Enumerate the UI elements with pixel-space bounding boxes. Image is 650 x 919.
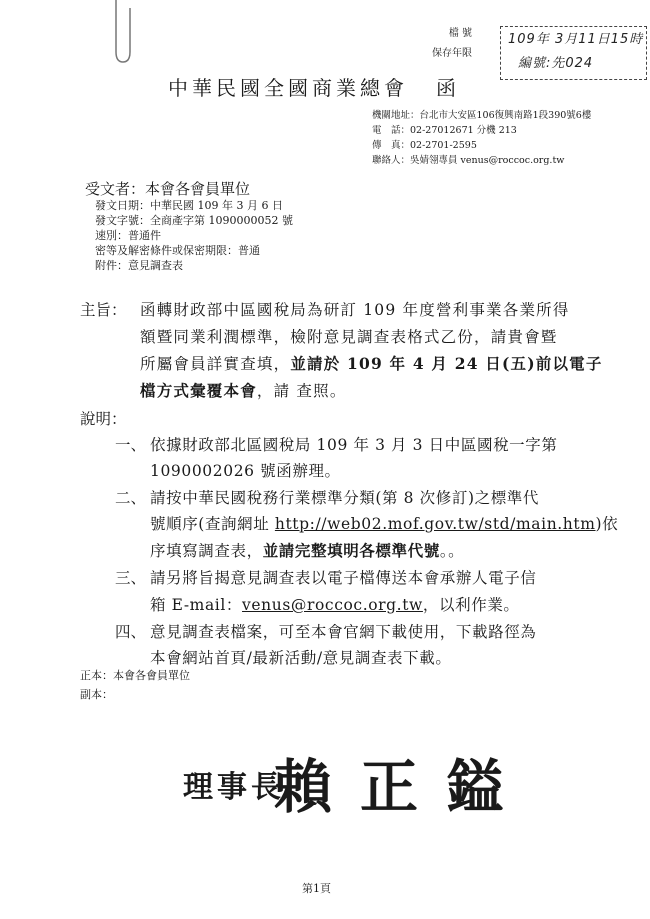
item-1-line-1: 依據財政部北區國稅局 109 年 3 月 3 日中區國稅一字第: [150, 436, 558, 454]
archive-number-label: 檔 號: [448, 28, 472, 39]
organization-title: 中華民國全國商業總會: [168, 76, 408, 100]
item-number-4: 四、: [115, 623, 147, 641]
stamp-serial: 編號:先024: [518, 56, 594, 71]
item-4-line-1: 意見調查表檔案，可至本會官網下載使用，下載路徑為: [150, 623, 537, 641]
paperclip-icon: [108, 0, 138, 70]
contact-email-link[interactable]: venus@roccoc.org.tw: [242, 596, 423, 614]
explanation-label: 說明：: [80, 410, 127, 428]
mof-std-link[interactable]: http://web02.mof.gov.tw/std/main.htm: [274, 515, 596, 533]
stamp-received-time: 109年 3月11日15時: [508, 32, 644, 47]
delivery-speed: 速別：普通件: [95, 229, 161, 242]
archive-stamp-labels: [432, 24, 472, 64]
item-2-line-2: 號順序(查詢網址 http://web02.mof.gov.tw/std/main.htm)依: [150, 515, 619, 533]
subject-line-1: 函轉財政部中區國稅局為研訂 109 年度營利事業各業所得: [140, 301, 570, 319]
item-4-line-2: 本會網站首頁/最新活動/意見調查表下載。: [150, 649, 452, 667]
item-3-line-2: 箱 E-mail：venus@roccoc.org.tw，以利作業。: [150, 596, 520, 614]
subject-label: 主旨：: [80, 301, 127, 319]
recipient: 受文者：本會各會員單位: [85, 180, 251, 198]
contact-fax: 傳 真：02-2701-2595: [372, 140, 477, 151]
item-1-line-2: 1090002026 號函辦理。: [150, 462, 341, 480]
subject-deadline: 並請於 109 年 4 月 24 日(五)前以電子: [290, 354, 603, 373]
cc-recipients: 副本：: [80, 688, 113, 701]
document-type: 函: [436, 76, 456, 100]
document-meta: [95, 198, 293, 273]
contact-phone: 電 話：02-27012671 分機 213: [372, 125, 517, 136]
security-level: 密等及解密條件或保密期限：普通: [95, 244, 260, 257]
page-number: 第1頁: [302, 882, 331, 895]
item-number-1: 一、: [115, 436, 147, 454]
contact-block: [372, 108, 591, 168]
subject-reply-method: 檔方式彙覆本會: [140, 381, 257, 400]
subject-line-4: 檔方式彙覆本會，請 查照。: [140, 381, 347, 400]
issue-date: 發文日期：中華民國 109 年 3 月 6 日: [95, 199, 283, 212]
signatory-title: 理事長: [183, 770, 285, 805]
attachment: 附件：意見調查表: [95, 259, 183, 272]
item-2-line-3: 序填寫調查表，並請完整填明各標準代號。。: [150, 541, 465, 560]
item-2-line-1: 請按中華民國稅務行業標準分類(第 8 次修訂)之標準代: [150, 489, 540, 507]
main-copy-recipients: 正本：本會各會員單位: [80, 669, 190, 682]
signatory-name: 賴正鎰: [274, 753, 533, 821]
item-3-line-1: 請另將旨揭意見調查表以電子檔傳送本會承辦人電子信: [150, 569, 537, 587]
contact-person: 聯絡人：吳婧翎專員 venus@roccoc.org.tw: [372, 155, 565, 166]
subject-line-3: 所屬會員詳實查填，並請於 109 年 4 月 24 日(五)前以電子: [140, 354, 603, 373]
item-number-2: 二、: [115, 489, 147, 507]
subject-line-2: 額暨同業利潤標準，檢附意見調查表格式乙份，請貴會暨: [140, 328, 558, 346]
item-number-3: 三、: [115, 569, 147, 587]
retention-label: 保存年限: [432, 48, 472, 59]
document-number: 發文字號：全商產字第 1090000052 號: [95, 214, 293, 227]
contact-address: 機關地址：台北市大安區106復興南路1段390號6樓: [372, 110, 592, 121]
